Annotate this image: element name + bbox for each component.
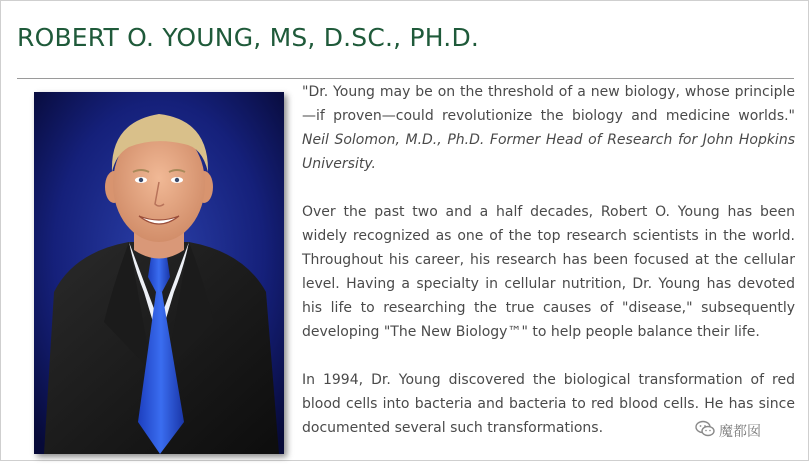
- page-title: ROBERT O. YOUNG, MS, D.SC., PH.D.: [17, 23, 480, 52]
- bio-paragraph-discovery: In 1994, Dr. Young discovered the biological transformation of red blood cells into bacteria and bacteria to red blood cells. He has since documented several such transformations.: [302, 372, 795, 436]
- quote-text: "Dr. Young may be on the threshold of a new biology, whose principle—if proven—could revolutionize the biology and medicine worlds.": [302, 84, 795, 124]
- portrait-photo: [34, 92, 284, 454]
- watermark: [695, 420, 761, 442]
- watermark-text: 魔都囡: [719, 424, 761, 440]
- wechat-icon: [695, 420, 715, 442]
- title-divider: [17, 78, 794, 79]
- quote-attribution: Neil Solomon, M.D., Ph.D. Former Head of Research for John Hopkins University.: [302, 132, 795, 172]
- quote-paragraph: [302, 80, 795, 176]
- bio-text: [302, 80, 795, 464]
- bio-paragraph-career: Over the past two and a half decades, Robert O. Young has been widely recognized as one of the top research scientists in the world. Throughout his career, his research has been focused at the cellular level. Having a specialty in cellular nutrition, Dr. Young has devoted his life to researching the true causes of "disease," subsequently developing "The New Biology™" to help people balance their life.: [302, 204, 795, 340]
